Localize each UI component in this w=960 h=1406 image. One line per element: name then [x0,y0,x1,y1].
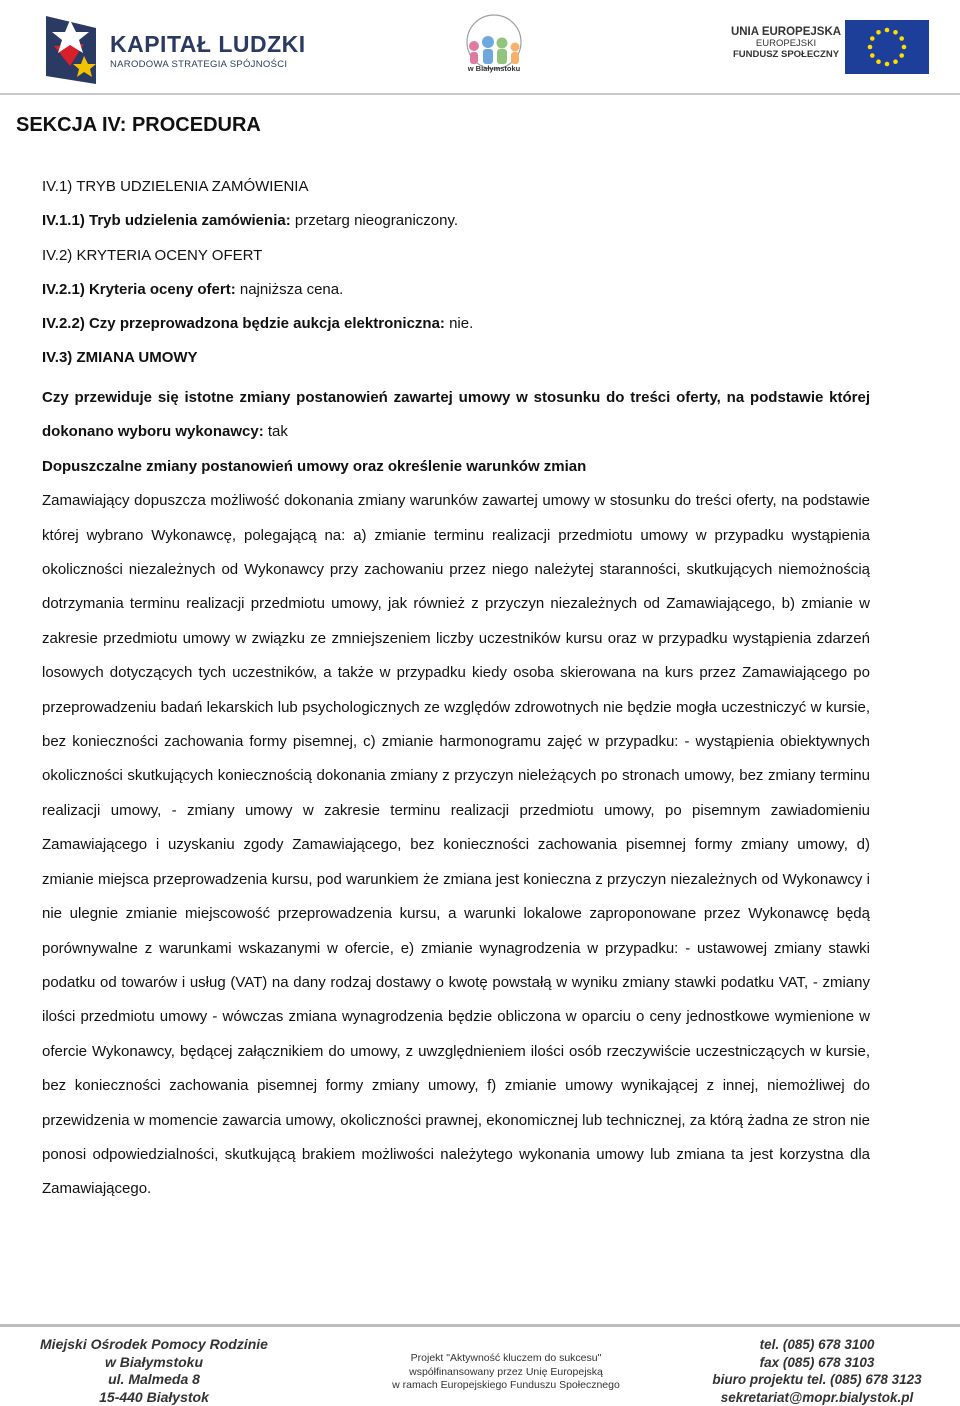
line-label: IV.2) KRYTERIA OCENY OFERT [42,247,263,264]
eu-fund-line2: FUNDUSZ SPOŁECZNY [732,49,840,61]
header-divider [0,93,960,95]
procedure-line-5 [42,314,473,334]
footer-project-phone: biuro projektu tel. (085) 678 3123 [712,1372,922,1387]
line-label: IV.1.1) Tryb udzielenia zamówienia: [42,212,291,229]
footer-fund: w ramach Europejskiego Funduszu Społecznego [392,1379,620,1391]
footer-email: sekretariat@mopr.bialystok.pl [720,1389,914,1405]
line-value: najniższa cena. [235,281,344,298]
footer-fax: fax (085) 678 3103 [759,1354,875,1370]
line-label: IV.3) ZMIANA UMOWY [42,349,198,366]
kapital-ludzki-title: KAPITAŁ LUDZKI [110,31,306,57]
footer-phone: tel. (085) 678 3100 [759,1337,875,1352]
footer-project-info [356,1352,656,1393]
section-title: SEKCJA IV: PROCEDURA [16,114,261,136]
line-label: IV.2.1) Kryteria oceny ofert: [42,281,236,298]
procedure-line-1 [42,177,308,197]
allowed-changes-heading: Dopuszczalne zmiany postanowień umowy oraz określenie warunków zmian [42,457,587,475]
footer-postal: 15-440 Białystok [99,1388,209,1405]
footer-address [34,1336,274,1406]
footer-org-city: w Białymstoku [104,1353,204,1370]
eu-title: UNIA EUROPEJSKA [730,26,842,38]
line-label: IV.2.2) Czy przeprowadzona będzie aukcja elektroniczna: [42,315,445,332]
page-footer [0,1330,960,1406]
procedure-line-6 [42,348,198,368]
change-question-value: tak [263,423,288,441]
eu-fund-line1: EUROPEJSKI [755,38,817,50]
footer-org-name: Miejski Ośrodek Pomocy Rodzinie [40,1336,268,1352]
line-label: IV.1) TRYB UDZIELENIA ZAMÓWIENIA [42,178,309,195]
footer-street: ul. Malmeda 8 [108,1371,200,1387]
line-value: nie. [444,315,474,332]
change-question-label: Czy przewiduje się istotne zmiany postanowień zawartej umowy w stosunku do treści oferty, na podstawie której dokonano wyboru wykonawcy: [42,389,870,441]
change-question [42,381,870,450]
procedure-line-4 [42,280,343,300]
footer-contacts [690,1336,944,1406]
footer-project-name: Projekt "Aktywność kluczem do sukcesu" [410,1352,602,1364]
eu-flag-icon [845,20,929,74]
mopr-logo-caption: w Białymstoku [467,64,521,73]
kapital-ludzki-subtitle: NARODOWA STRATEGIA SPÓJNOŚCI [110,59,288,70]
page-header [0,0,960,94]
eu-text-block [730,26,842,61]
line-value: przetarg nieograniczony. [290,212,459,229]
footer-divider [0,1324,960,1327]
contract-change-section [42,381,870,1207]
footer-cofinanced: współfinansowany przez Unię Europejską [409,1365,603,1378]
allowed-changes-text: Zamawiający dopuszcza możliwość dokonania zmiany warunków zawartej umowy w stosunku do treści oferty, na podstawie której wybrano Wykonawcę, polegającą na: a) zmianie terminu realizacji przedmiotu umowy w przypadku wystąpienia okoliczności niezależnych od Wykonawcy przy zachowaniu przez niego należytej staranności, skutkujących niemożnością dotrzymania terminu realizacji przedmiotu umowy, jak również z przyczyn niezależnych od Zamawiającego, b) zmianie w zakresie przedmiotu umowy w związku ze zmniejszeniem liczby uczestników kursu oraz w przypadku wystąpienia zdarzeń losowych dotyczących tych uczestników, a także w przypadku kiedy osoba skierowana na kurs przez Zamawiającego po przeprowadzeniu badań lekarskich lub psychologicznych ze względów zdrowotnych nie będzie mogła uczestniczyć w kursie, bez konieczności zachowania formy pisemnej, c) zmianie harmonogramu zajęć w przypadku: - wystąpienia obiektywnych okoliczności skutkujących koniecznością dokonania zmiany z przyczyn nieleżących po stronach umowy, bez zmiany terminu realizacji umowy, - zmiany umowy w zakresie terminu realizacji przedmiotu umowy, po pisemnym zawiadomieniu Zamawiającego i uzyskaniu zgody Zamawiającego, bez konieczności zachowania pisemnej formy zmiany umowy, d) zmianie miejsca przeprowadzenia kursu, pod warunkiem że zmiana jest konieczna z przyczyn niezależnych od Wykonawcy i nie ulegnie zmianie miejscowość przeprowadzenia kursu, a warunki lokalowe zaproponowane przez Wykonawcę będą porównywalne z warunkami wskazanymi w ofercie, e) zmianie wynagrodzenia w przypadku: - ustawowej zmiany stawki podatku od towarów i usług (VAT) na dany rodzaj dostawy o kwotę powstałą w wyniku zmiany stawki podatku VAT, - zmiany ilości przedmiotu umowy - wówczas zmiana wynagrodzenia będzie obliczona w oparciu o ceny jednostkowe wymienione w ofercie Wykonawcy, będącej załącznikiem do umowy, z uwzględnieniem ilości osób rzeczywiście uczestniczących w kursie, bez konieczności zachowania pisemnej formy zmiany umowy, f) zmianie umowy wynikającej z innej, niemożliwej do przewidzenia w momencie zawarcia umowy, okoliczności prawnej, ekonomicznej lub technicznej, za którą żadna ze stron nie ponosi odpowiedzialności, skutkującą brakiem możliwości należytego wykonania umowy lub zmiana ta jest korzystna dla Zamawiającego. [42,492,870,1198]
kapital-ludzki-logo-icon [40,6,102,86]
procedure-line-2 [42,211,458,231]
procedure-line-3 [42,246,262,266]
